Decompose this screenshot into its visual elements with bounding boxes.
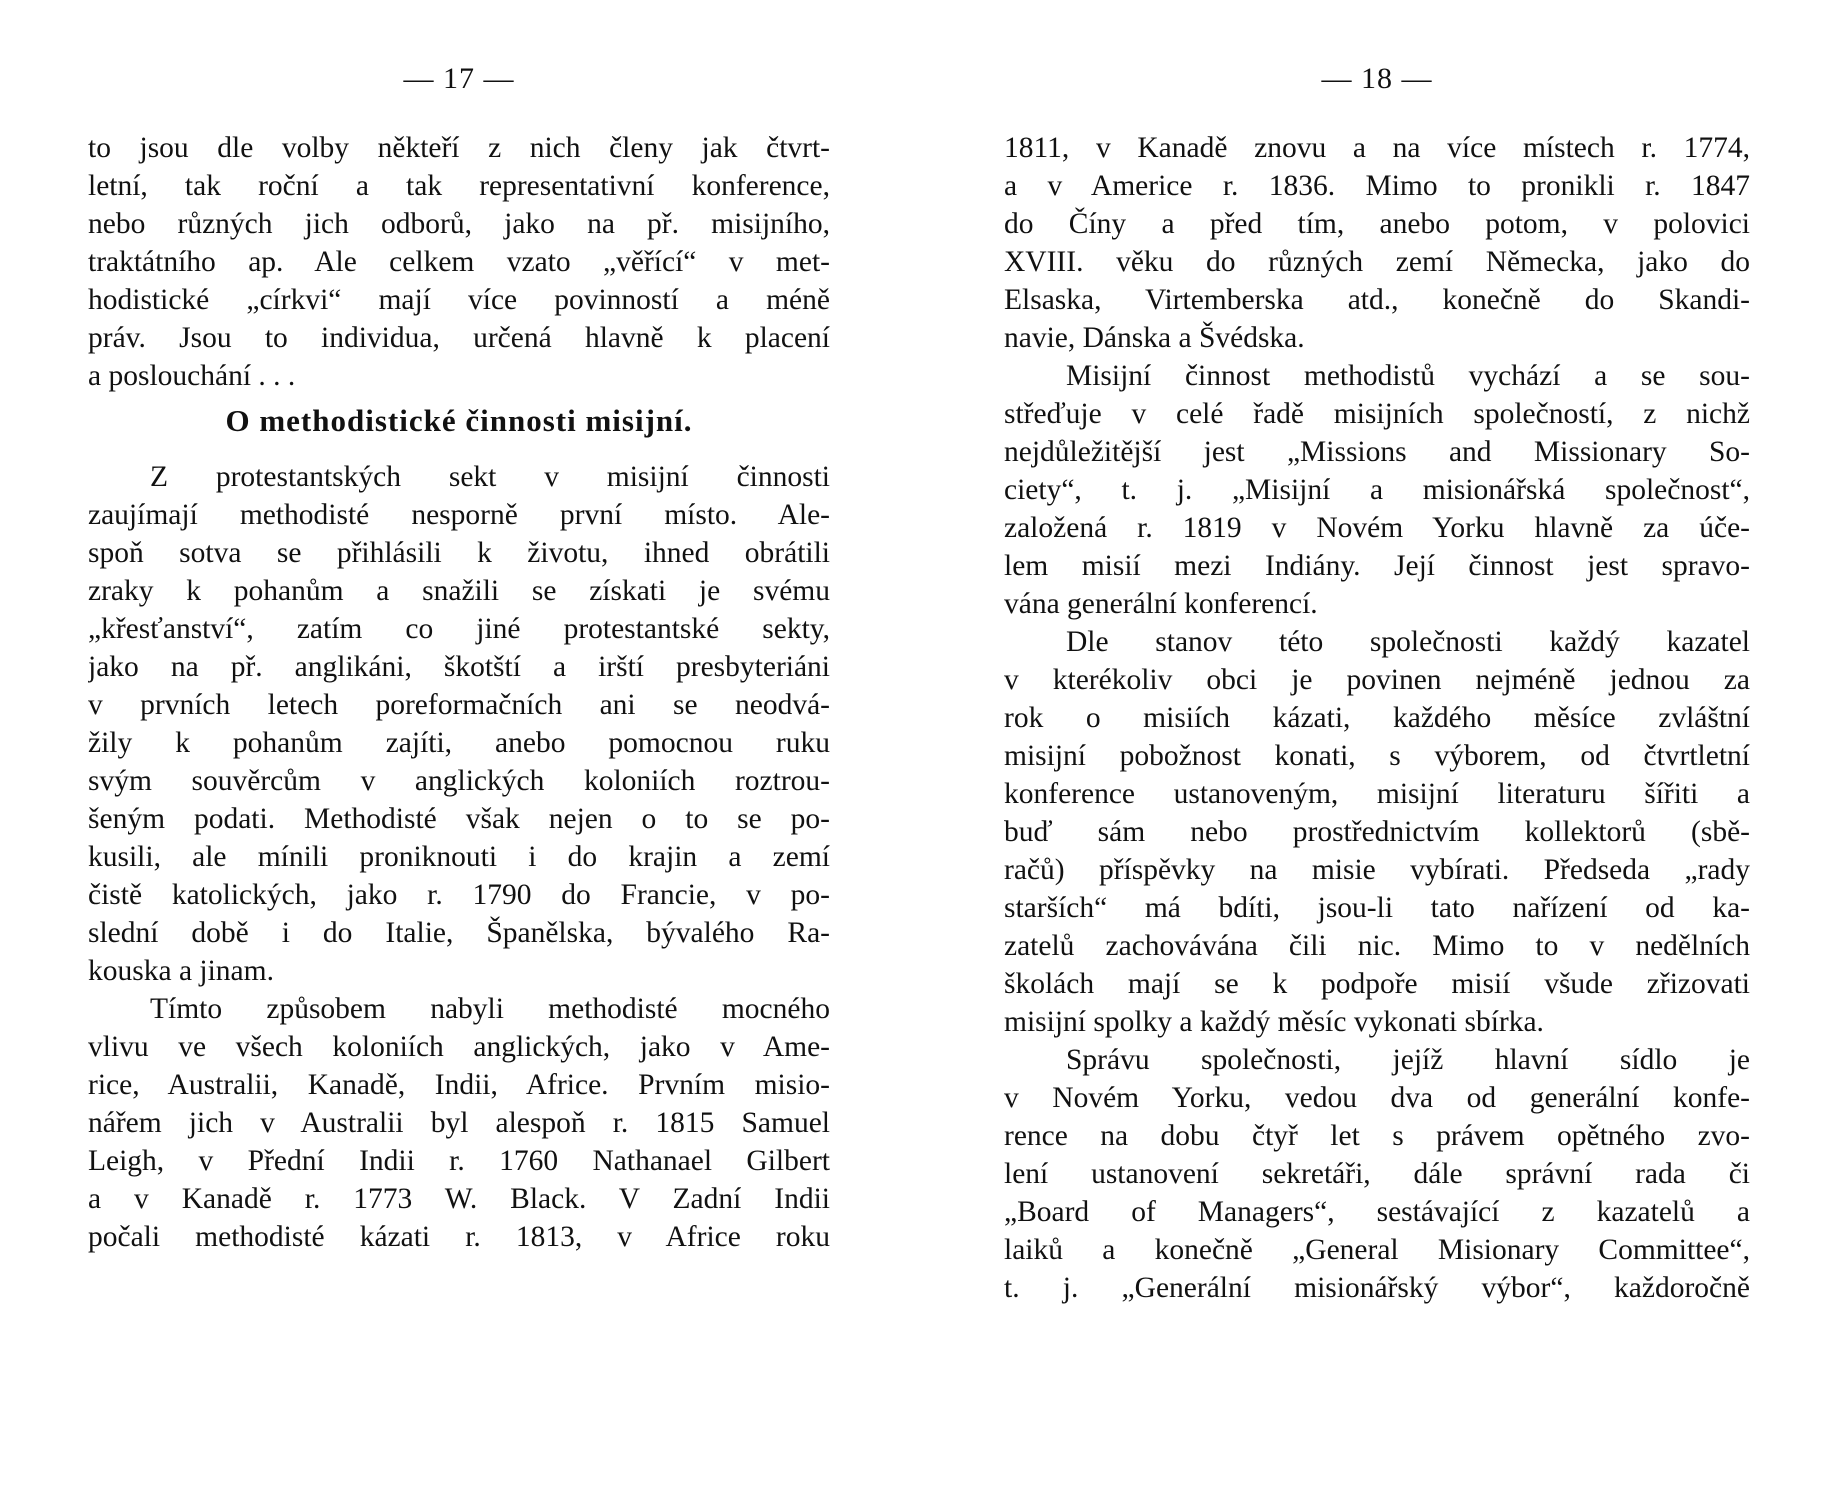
text-line: rence na dobu čtyř let s právem opětného zvo- (1004, 1120, 1750, 1152)
text-line: a poslouchání . . . (88, 360, 296, 392)
paragraph (88, 458, 830, 990)
text-line: a v Kanadě r. 1773 W. Black. V Zadní Indii (88, 1183, 830, 1215)
text-line: buď sám nebo prostřednictvím kollektorů (sbě- (1004, 816, 1750, 848)
text-line: Tímto způsobem nabyli methodisté mocného (150, 993, 830, 1025)
text-line: XVIII. věku do různých zemí Německa, jako do (1004, 246, 1750, 278)
text-line: počali methodisté kázati r. 1813, v Africe roku (88, 1221, 830, 1253)
text-line: Správu společnosti, jejíž hlavní sídlo je (1066, 1044, 1750, 1076)
paragraph (1004, 129, 1750, 357)
text-line: kouska a jinam. (88, 955, 274, 987)
text-line: Leigh, v Přední Indii r. 1760 Nathanael Gilbert (88, 1145, 830, 1177)
text-line: račů) příspěvky na misie vybírati. Předseda „rady (1004, 854, 1750, 886)
text-line: spoň sotva se přihlásili k životu, ihned obrátili (88, 537, 830, 569)
text-line: starších“ má bdíti, jsou-li tato nařízení od ka- (1004, 892, 1750, 924)
text-line: hodistické „církvi“ mají více povinností a méně (88, 284, 830, 316)
text-line: Misijní činnost methodistů vychází a se sou- (1066, 360, 1750, 392)
text-line: 1811, v Kanadě znovu a na více místech r. 1774, (1004, 132, 1750, 164)
text-line: čistě katolických, jako r. 1790 do Francie, v po- (88, 879, 830, 911)
text-line: nejdůležitější jest „Missions and Missionary So- (1004, 436, 1750, 468)
text-line: nebo různých jich odborů, jako na př. misijního, (88, 208, 830, 240)
text-line: střeďuje v celé řadě misijních společností, z nichž (1004, 398, 1750, 430)
text-line: do Číny a před tím, anebo potom, v polovici (1004, 208, 1750, 240)
text-line: laiků a konečně „General Misionary Committee“, (1004, 1234, 1750, 1266)
text-line: založená r. 1819 v Novém Yorku hlavně za úče- (1004, 512, 1750, 544)
text-line: práv. Jsou to individua, určená hlavně k placení (88, 322, 830, 354)
text-line: žily k pohanům zajíti, anebo pomocnou ruku (88, 727, 830, 759)
text-line: vlivu ve všech koloniích anglických, jako v Ame- (88, 1031, 830, 1063)
text-line: Z protestantských sekt v misijní činnosti (150, 461, 830, 493)
text-line: Elsaska, Virtemberska atd., konečně do Skandi- (1004, 284, 1750, 316)
text-line: misijní pobožnost konati, s výborem, od čtvrtletní (1004, 740, 1750, 772)
text-line: rice, Australii, Kanadě, Indii, Africe. Prvním misio- (88, 1069, 830, 1101)
paragraph (1004, 357, 1750, 623)
text-line: lem misií mezi Indiány. Její činnost jest spravo- (1004, 550, 1750, 582)
page-number: — 17 — (403, 62, 515, 95)
text-line: v prvních letech poreformačních ani se neodvá- (88, 689, 830, 721)
page-number: — 18 — (1321, 62, 1433, 95)
text-line: rok o misiích kázati, každého měsíce zvláštní (1004, 702, 1750, 734)
text-line: slední době i do Italie, Španělska, bývalého Ra- (88, 917, 830, 949)
text-line: „Board of Managers“, sestávající z kazatelů a (1004, 1196, 1750, 1228)
text-line: to jsou dle volby někteří z nich členy jak čtvrt- (88, 132, 830, 164)
text-line: v Novém Yorku, vedou dva od generální konfe- (1004, 1082, 1750, 1114)
text-line: navie, Dánska a Švédska. (1004, 322, 1305, 354)
section-heading: O methodistické činnosti misijní. (225, 403, 693, 438)
text-line: kusili, ale mínili proniknouti i do krajin a zemí (88, 841, 830, 873)
text-line: školách mají se k podpoře misií všude zřizovati (1004, 968, 1750, 1000)
text-line: zraky k pohanům a snažili se získati je svému (88, 575, 830, 607)
paragraph (1004, 1041, 1750, 1307)
text-line: letní, tak roční a tak representativní konference, (88, 170, 830, 202)
text-line: traktátního ap. Ale celkem vzato „věřící“ v met- (88, 246, 830, 278)
text-line: „křesťanství“, zatím co jiné protestantské sekty, (88, 613, 830, 645)
paragraph (88, 990, 830, 1256)
text-line: t. j. „Generální misionářský výbor“, každoročně (1004, 1272, 1750, 1304)
text-line: jako na př. anglikáni, škotští a irští presbyteriáni (88, 651, 830, 683)
paragraph (1004, 623, 1750, 1041)
text-line: nářem jich v Australii byl alespoň r. 1815 Samuel (88, 1107, 830, 1139)
text-line: zaujímají methodisté nesporně první místo. Ale- (88, 499, 830, 531)
text-line: konference ustanoveným, misijní literaturu šířiti a (1004, 778, 1750, 810)
text-line: v kterékoliv obci je povinen nejméně jednou za (1004, 664, 1750, 696)
text-line: šeným podati. Methodisté však nejen o to se po- (88, 803, 830, 835)
text-line: ciety“, t. j. „Misijní a misionářská společnost“, (1004, 474, 1750, 506)
text-line: Dle stanov této společnosti každý kazatel (1066, 626, 1750, 658)
text-line: a v Americe r. 1836. Mimo to pronikli r. 1847 (1004, 170, 1750, 202)
text-line: svým souvěrcům v anglických koloniích roztrou- (88, 765, 830, 797)
text-line: lení ustanovení sekretáři, dále správní rada či (1004, 1158, 1750, 1190)
text-line: vána generální konferencí. (1004, 588, 1318, 620)
text-line: zatelů zachovávána čili nic. Mimo to v nedělních (1004, 930, 1750, 962)
paragraph (88, 129, 830, 395)
text-line: misijní spolky a každý měsíc vykonati sbírka. (1004, 1006, 1544, 1038)
